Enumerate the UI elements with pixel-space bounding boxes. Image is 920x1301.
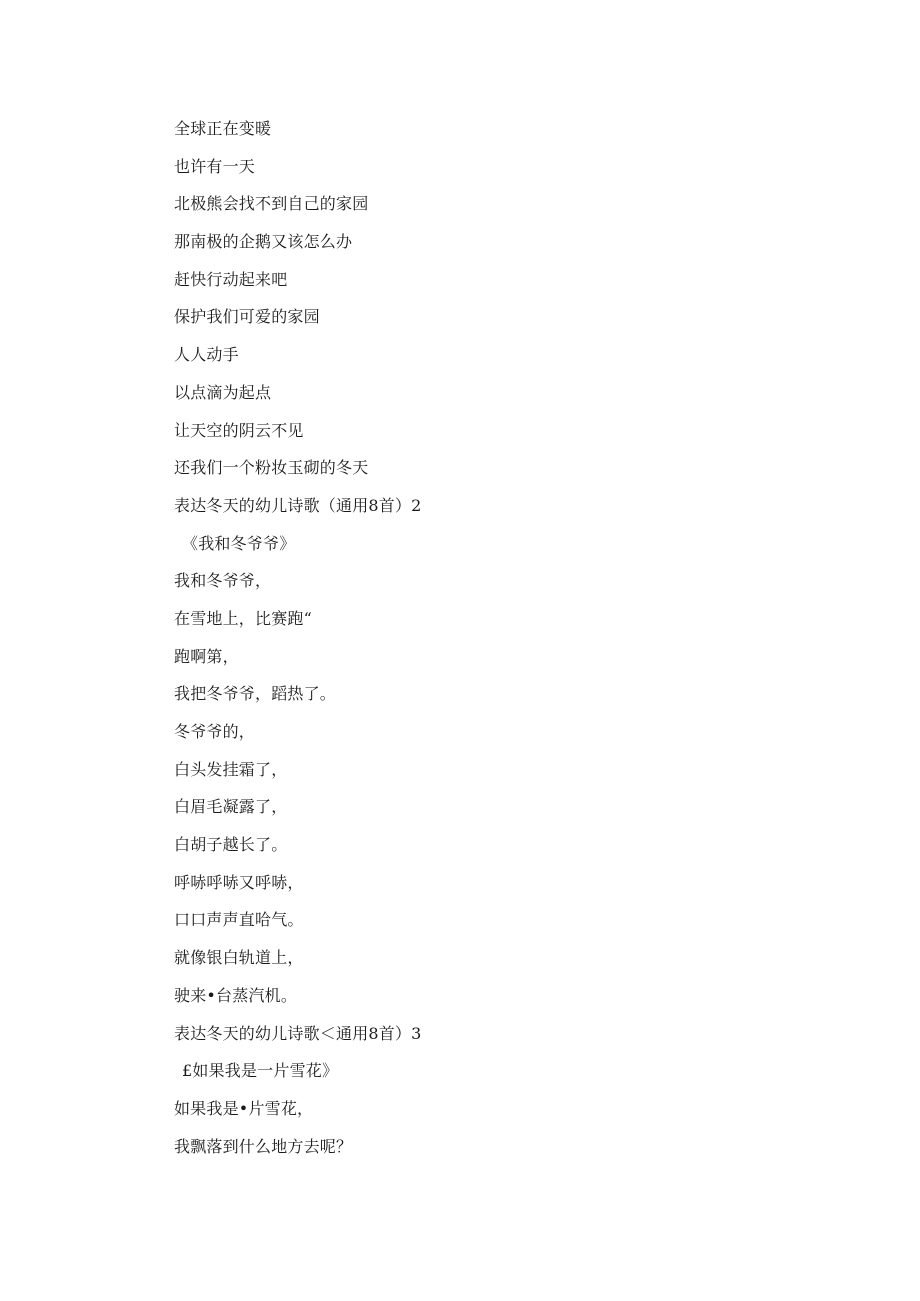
text-line: 呼哧呼哧又呼哧， xyxy=(174,872,304,892)
text-line: 我把冬爷爷，蹈热了。 xyxy=(174,684,337,704)
text-line: 白胡子越长了。 xyxy=(174,835,288,855)
text-line: 白头发挂霜了， xyxy=(174,759,288,779)
text-line: 还我们一个粉妆玉砌的冬天 xyxy=(174,458,369,478)
text-line: 在雪地上，比赛跑“ xyxy=(174,608,312,628)
text-line: 保护我们可爱的家园 xyxy=(174,307,320,327)
text-line: 北极熊会找不到自己的家园 xyxy=(174,194,369,214)
text-line: 口口声声直哈气。 xyxy=(174,910,304,930)
text-line: 跑啊第， xyxy=(174,646,239,666)
text-line: 人人动手 xyxy=(174,345,239,365)
text-line: 那南极的企鹅又该怎么办 xyxy=(174,232,353,252)
text-line: 白眉毛凝露了， xyxy=(174,797,288,817)
text-line: 如果我是•片雪花， xyxy=(174,1098,314,1118)
text-line: 就像银白轨道上， xyxy=(174,948,304,968)
text-line: 冬爷爷的， xyxy=(174,722,256,741)
text-line: 让天空的阴云不见 xyxy=(174,420,304,440)
text-line: 赶快行动起来吧 xyxy=(174,269,288,289)
poem-title: 《我和冬爷爷》 xyxy=(182,533,296,553)
text-line: 驶来•台蒸汽机。 xyxy=(174,985,298,1005)
text-line: 我飘落到什么地方去呢？ xyxy=(174,1136,353,1156)
text-line: 以点滴为起点 xyxy=(174,382,272,402)
section-heading: 表达冬天的幼儿诗歌＜通用8首）3 xyxy=(174,1023,422,1043)
text-line: 全球正在变暖 xyxy=(174,119,272,138)
text-line: 也许有一天 xyxy=(174,156,256,176)
text-line: 我和冬爷爷， xyxy=(174,571,272,591)
section-heading: 表达冬天的幼儿诗歌（通用8首）2 xyxy=(174,495,422,515)
poem-text-block xyxy=(174,110,824,1165)
poem-title: £如果我是一片雪花》 xyxy=(182,1061,339,1081)
